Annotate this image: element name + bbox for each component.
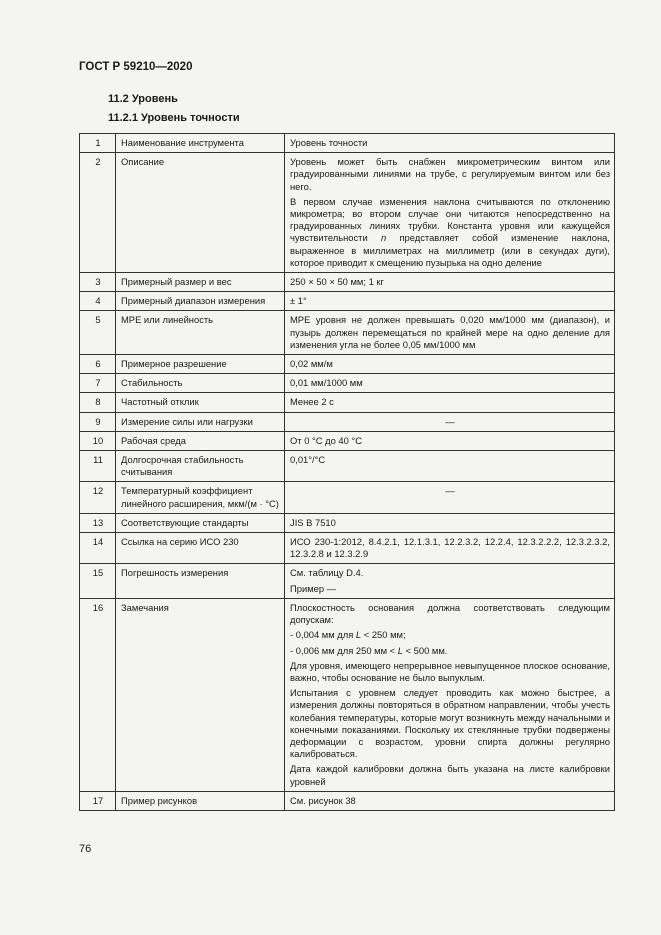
parameter-value bbox=[285, 273, 615, 292]
row-number: 15 bbox=[80, 564, 116, 598]
parameter-name: Ссылка на серию ИСО 230 bbox=[116, 533, 285, 564]
value-paragraph: Уровень может быть снабжен микрометрическим винтом или градуированными линиями на трубе, с регулируемым винтом или без него. bbox=[290, 156, 610, 192]
value-paragraph: Пример — bbox=[290, 582, 337, 594]
table-row bbox=[80, 153, 615, 273]
value-paragraph: — bbox=[445, 415, 455, 427]
value-paragraph: ± 1° bbox=[290, 295, 307, 307]
table-row bbox=[80, 598, 615, 791]
value-paragraph: MPE уровня не должен превышать 0,020 мм/1000 мм (диапазон), и пузырь должен перемещаться по крайней мере на одно деление для изменения угла не более 0,05 мм/1000 мм bbox=[290, 314, 610, 350]
table-row bbox=[80, 533, 615, 564]
table-row bbox=[80, 791, 615, 810]
value-paragraph: 0,02 мм/м bbox=[290, 358, 333, 370]
table-row bbox=[80, 273, 615, 292]
instrument-spec-table bbox=[79, 133, 615, 811]
row-number: 7 bbox=[80, 374, 116, 393]
value-paragraph: Менее 2 с bbox=[290, 396, 334, 408]
parameter-name: Частотный отклик bbox=[116, 393, 285, 412]
table-row bbox=[80, 482, 615, 513]
value-paragraph: JIS B 7510 bbox=[290, 516, 336, 528]
table-row bbox=[80, 564, 615, 598]
table-row bbox=[80, 134, 615, 153]
document-id: ГОСТ Р 59210—2020 bbox=[79, 61, 193, 73]
spec-table-body bbox=[80, 134, 615, 811]
parameter-name: MPE или линейность bbox=[116, 311, 285, 355]
section-heading: 11.2 Уровень bbox=[108, 93, 178, 105]
row-number: 11 bbox=[80, 451, 116, 482]
value-paragraph: Плоскостность основания должна соответствовать следующим допускам: bbox=[290, 601, 610, 626]
parameter-value bbox=[285, 412, 615, 431]
parameter-value bbox=[285, 564, 615, 598]
row-number: 5 bbox=[80, 311, 116, 355]
parameter-value bbox=[285, 153, 615, 273]
parameter-value bbox=[285, 533, 615, 564]
parameter-name: Описание bbox=[116, 153, 285, 273]
table-row bbox=[80, 374, 615, 393]
value-paragraph: См. рисунок 38 bbox=[290, 794, 356, 806]
row-number: 2 bbox=[80, 153, 116, 273]
parameter-name: Замечания bbox=[116, 598, 285, 791]
value-paragraph: 250 × 50 × 50 мм; 1 кг bbox=[290, 276, 384, 288]
parameter-name: Примерный размер и вес bbox=[116, 273, 285, 292]
value-paragraph: Уровень точности bbox=[290, 137, 368, 148]
parameter-name: Пример рисунков bbox=[116, 791, 285, 810]
row-number: 12 bbox=[80, 482, 116, 513]
row-number: 14 bbox=[80, 533, 116, 564]
row-number: 10 bbox=[80, 431, 116, 450]
parameter-value bbox=[285, 374, 615, 393]
value-paragraph: Для уровня, имеющего непрерывное невыпущенное плоское основание, важно, чтобы основание не было выпуклым. bbox=[290, 659, 610, 683]
table-row bbox=[80, 393, 615, 412]
table-row bbox=[80, 431, 615, 450]
parameter-value bbox=[285, 134, 615, 153]
value-paragraph: От 0 °С до 40 °С bbox=[290, 434, 362, 446]
parameter-value bbox=[285, 393, 615, 412]
value-paragraph: 0,01°/°С bbox=[290, 454, 326, 466]
parameter-name: Примерное разрешение bbox=[116, 355, 285, 374]
table-row bbox=[80, 292, 615, 311]
row-number: 17 bbox=[80, 791, 116, 810]
value-paragraph: - 0,006 мм для 250 мм < L < 500 мм. bbox=[290, 644, 448, 656]
row-number: 4 bbox=[80, 292, 116, 311]
parameter-value bbox=[285, 311, 615, 355]
parameter-value bbox=[285, 513, 615, 532]
value-paragraph: — bbox=[445, 485, 455, 497]
parameter-name: Примерный диапазон измерения bbox=[116, 292, 285, 311]
parameter-value bbox=[285, 292, 615, 311]
parameter-name: Погрешность измерения bbox=[116, 564, 285, 598]
parameter-value bbox=[285, 791, 615, 810]
page-number: 76 bbox=[79, 843, 92, 855]
table-row bbox=[80, 412, 615, 431]
parameter-name: Соответствующие стандарты bbox=[116, 513, 285, 532]
table-row bbox=[80, 451, 615, 482]
parameter-name: Измерение силы или нагрузки bbox=[116, 412, 285, 431]
parameter-name: Температурный коэффициент линейного расширения, мкм/(м · °С) bbox=[116, 482, 285, 513]
parameter-value bbox=[285, 355, 615, 374]
value-paragraph: 0,01 мм/1000 мм bbox=[290, 377, 363, 389]
table-row bbox=[80, 311, 615, 355]
value-paragraph: - 0,004 мм для L < 250 мм; bbox=[290, 629, 406, 641]
parameter-name: Долгосрочная стабильность считывания bbox=[116, 451, 285, 482]
row-number: 9 bbox=[80, 412, 116, 431]
value-paragraph: См. таблицу D.4. bbox=[290, 567, 364, 579]
row-number: 13 bbox=[80, 513, 116, 532]
row-number: 6 bbox=[80, 355, 116, 374]
parameter-value bbox=[285, 482, 615, 513]
value-paragraph: Испытания с уровнем следует проводить как можно быстрее, а измерения должны повторяться в обратном направлении, чтобы учесть колебания температуры, которые могут возникнуть между начальными и конечными показаниями. Поскольку их стеклянные трубки подвержены деформации с возрастом, уровни спирта должны регулярно калиброваться. bbox=[290, 687, 610, 760]
table-row bbox=[80, 513, 615, 532]
parameter-name: Рабочая среда bbox=[116, 431, 285, 450]
row-number: 8 bbox=[80, 393, 116, 412]
subsection-heading: 11.2.1 Уровень точности bbox=[108, 112, 240, 124]
row-number: 1 bbox=[80, 134, 116, 153]
table-row bbox=[80, 355, 615, 374]
value-paragraph: В первом случае изменения наклона считываются по отклонению микрометра; во втором случае они читаются непосредственно на градуированных линиях трубки. Константа уровня или кажущейся чувствительности n представляет собой изменение наклона, выраженное в миллиметрах на миллиметр (или в секундах дуги), которое приводит к смещению пузырька на одно деление bbox=[290, 195, 610, 268]
parameter-name: Стабильность bbox=[116, 374, 285, 393]
value-paragraph: Дата каждой калибровки должна быть указана на листе калибровки уровней bbox=[290, 763, 610, 787]
parameter-name: Наименование инструмента bbox=[116, 134, 285, 153]
parameter-value bbox=[285, 598, 615, 791]
parameter-value bbox=[285, 431, 615, 450]
value-paragraph: ИСО 230-1:2012, 8.4.2.1, 12.1.3.1, 12.2.3.2, 12.2.4, 12.3.2.2.2, 12.3.2.3.2, 12.3.2.8 и 12.3.2.9 bbox=[290, 536, 610, 560]
row-number: 16 bbox=[80, 598, 116, 791]
parameter-value bbox=[285, 451, 615, 482]
row-number: 3 bbox=[80, 273, 116, 292]
